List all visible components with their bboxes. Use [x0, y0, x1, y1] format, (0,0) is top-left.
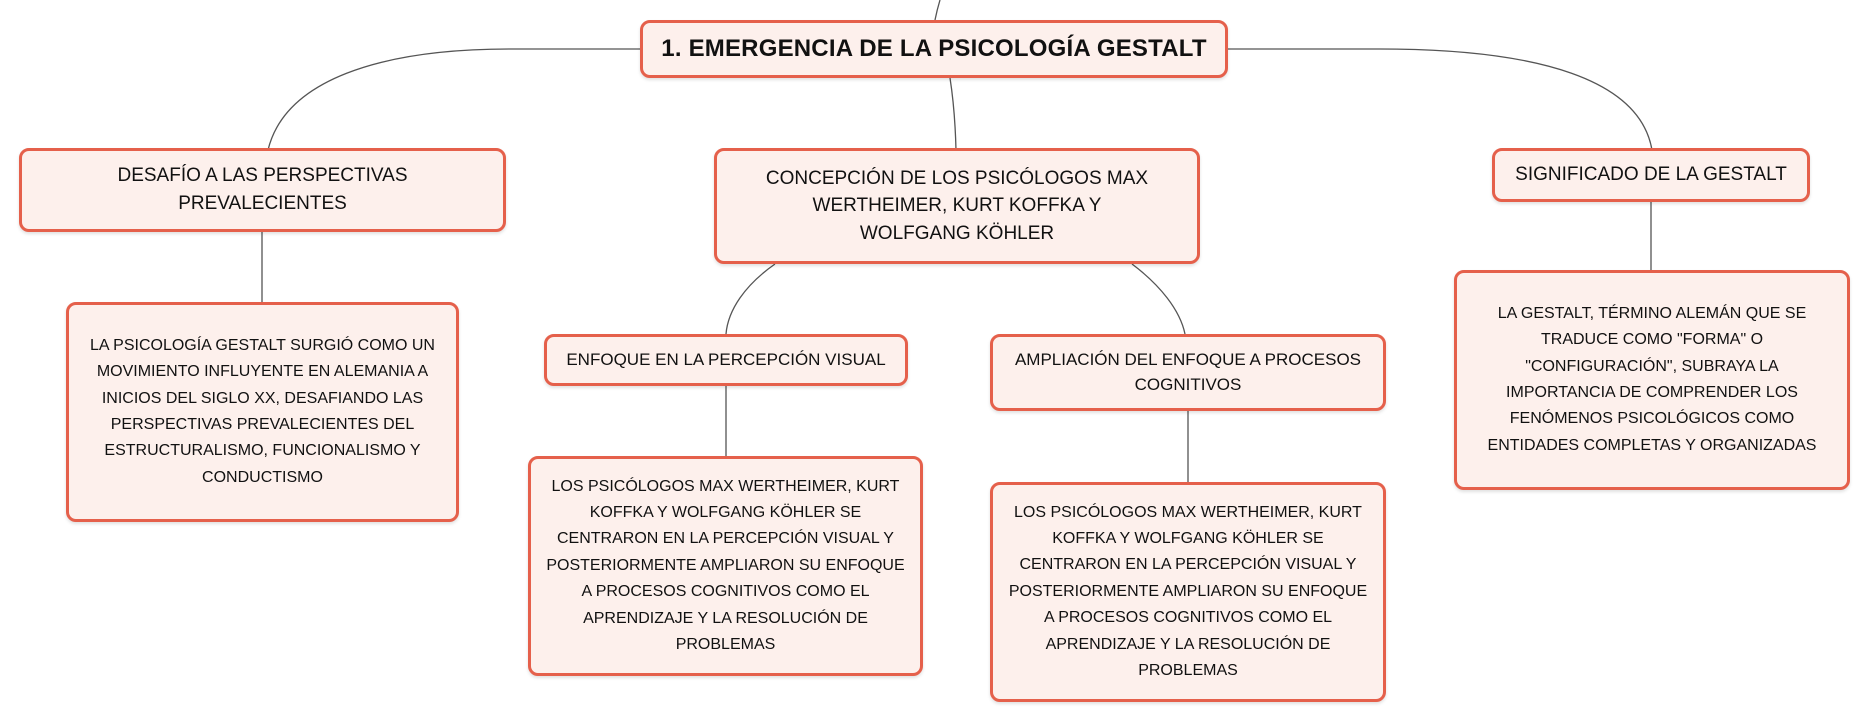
connector-root-parent [935, 0, 940, 20]
detail-ampliacion[interactable] [990, 482, 1386, 702]
detail-percepcion-text: LOS PSICÓLOGOS MAX WERTHEIMER, KURT KOFFKA Y WOLFGANG KÖHLER SE CENTRARON EN LA PERCEPCIÓN VISUAL Y POSTERIORMENTE AMPLIARON SU ENFOQUE A PROCESOS COGNITIVOS COMO EL APRENDIZAJE Y LA RESOLUCIÓN DE PROBLEMAS [546, 477, 905, 653]
connector-root-to-significado [1228, 49, 1652, 150]
detail-significado-text: LA GESTALT, TÉRMINO ALEMÁN QUE SE TRADUCE COMO "FORMA" O "CONFIGURACIÓN", SUBRAYA LA IMPORTANCIA DE COMPRENDER LOS FENÓMENOS PSICOLÓGICOS COMO ENTIDADES COMPLETAS Y ORGANIZADAS [1487, 304, 1817, 454]
topic-significado-label: SIGNIFICADO DE LA GESTALT [1515, 164, 1787, 186]
connector-concepcion-to-percepcion [726, 264, 775, 334]
detail-percepcion[interactable] [528, 456, 923, 676]
detail-desafio[interactable] [66, 302, 459, 522]
connector-root-to-desafio [268, 49, 640, 150]
connector-concepcion-to-ampliacion [1132, 264, 1185, 334]
subtopic-ampliacion-label: AMPLIACIÓN DEL ENFOQUE A PROCESOS COGNITIVOS [1014, 349, 1362, 394]
connector-root-to-concepcion [950, 78, 956, 150]
root-node-label: 1. EMERGENCIA DE LA PSICOLOGÍA GESTALT [661, 34, 1207, 62]
topic-desafio-label: DESAFÍO A LAS PERSPECTIVAS PREVALECIENTES [117, 165, 408, 214]
detail-significado[interactable] [1454, 270, 1850, 490]
detail-desafio-text: LA PSICOLOGÍA GESTALT SURGIÓ COMO UN MOVIMIENTO INFLUYENTE EN ALEMANIA A INICIOS DEL SIGLO XX, DESAFIANDO LAS PERSPECTIVAS PREVALECIENTES DEL ESTRUCTURALISMO, FUNCIONALISMO Y CONDUCTISMO [90, 336, 435, 486]
root-node[interactable] [640, 20, 1228, 78]
subtopic-percepcion-label: ENFOQUE EN LA PERCEPCIÓN VISUAL [566, 349, 886, 369]
subtopic-percepcion[interactable] [544, 334, 908, 386]
subtopic-ampliacion[interactable] [990, 334, 1386, 411]
topic-desafio[interactable] [19, 148, 506, 232]
topic-concepcion[interactable] [714, 148, 1200, 264]
topic-concepcion-label: CONCEPCIÓN DE LOS PSICÓLOGOS MAX WERTHEIMER, KURT KOFFKA Y WOLFGANG KÖHLER [765, 167, 1149, 244]
topic-significado[interactable] [1492, 148, 1810, 202]
detail-ampliacion-text: LOS PSICÓLOGOS MAX WERTHEIMER, KURT KOFFKA Y WOLFGANG KÖHLER SE CENTRARON EN LA PERCEPCIÓN VISUAL Y POSTERIORMENTE AMPLIARON SU ENFOQUE A PROCESOS COGNITIVOS COMO EL APRENDIZAJE Y LA RESOLUCIÓN DE PROBLEMAS [1008, 503, 1368, 679]
